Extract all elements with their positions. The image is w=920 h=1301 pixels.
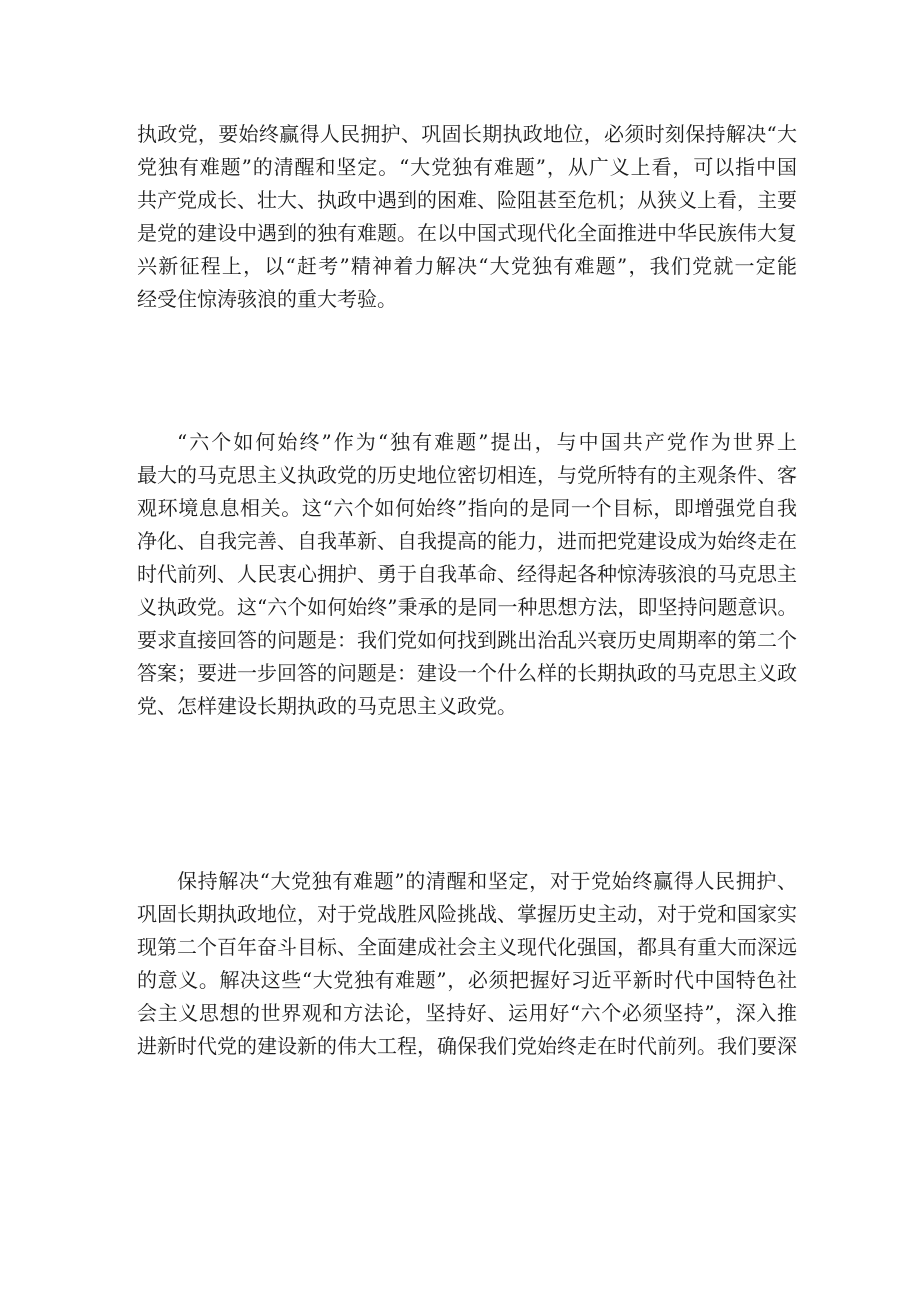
- paragraph-line: 义执政党。这“六个如何始终”秉承的是同一种思想方法，即坚持问题意识。: [137, 595, 798, 619]
- paragraph-line: 最大的马克思主义执政党的历史地位密切相连，与党所特有的主观条件、客: [137, 463, 797, 487]
- paragraph-1: [137, 118, 797, 316]
- paragraph-line: 是党的建设中遇到的独有难题。在以中国式现代化全面推进中华民族伟大复: [137, 221, 797, 245]
- paragraph-line: 的意义。解决这些“大党独有难题”，必须把握好习近平新时代中国特色社: [137, 968, 797, 992]
- paragraph-line: “六个如何始终”作为“独有难题”提出，与中国共产党作为世界上: [177, 430, 797, 454]
- paragraph-line: 要求直接回答的问题是：我们党如何找到跳出治乱兴衰历史周期率的第二个: [137, 628, 797, 652]
- paragraph-line: 现第二个百年奋斗目标、全面建成社会主义现代化强国，都具有重大而深远: [137, 935, 797, 959]
- paragraph-line: 答案；要进一步回答的问题是：建设一个什么样的长期执政的马克思主义政: [137, 661, 797, 685]
- paragraph-line: 会主义思想的世界观和方法论，坚持好、运用好“六个必须坚持”，深入推: [137, 1001, 797, 1025]
- paragraph-line: 进新时代党的建设新的伟大工程，确保我们党始终走在时代前列。我们要深: [137, 1034, 797, 1058]
- paragraph-line: 净化、自我完善、自我革新、自我提高的能力，进而把党建设成为始终走在: [137, 529, 797, 553]
- paragraph-line: 保持解决“大党独有难题”的清醒和坚定，对于党始终赢得人民拥护、: [177, 869, 797, 893]
- paragraph-line: 兴新征程上，以“赶考”精神着力解决“大党独有难题”，我们党就一定能: [137, 254, 797, 278]
- paragraph-line: 共产党成长、壮大、执政中遇到的困难、险阻甚至危机；从狭义上看，主要: [137, 188, 797, 212]
- paragraph-line: 巩固长期执政地位，对于党战胜风险挑战、掌握历史主动，对于党和国家实: [137, 902, 797, 926]
- paragraph-3: [137, 865, 797, 1063]
- paragraph-line: 执政党，要始终赢得人民拥护、巩固长期执政地位，必须时刻保持解决“大: [137, 122, 797, 146]
- paragraph-line: 党独有难题”的清醒和坚定。“大党独有难题”，从广义上看，可以指中国: [137, 155, 797, 179]
- paragraph-line: 观环境息息相关。这“六个如何始终”指向的是同一个目标，即增强党自我: [137, 496, 797, 520]
- paragraph-line: 时代前列、人民衷心拥护、勇于自我革命、经得起各种惊涛骇浪的马克思主: [137, 562, 797, 586]
- paragraph-2: [137, 426, 797, 723]
- paragraph-line: 党、怎样建设长期执政的马克思主义政党。: [137, 694, 517, 718]
- paragraph-line: 经受住惊涛骇浪的重大考验。: [137, 287, 397, 311]
